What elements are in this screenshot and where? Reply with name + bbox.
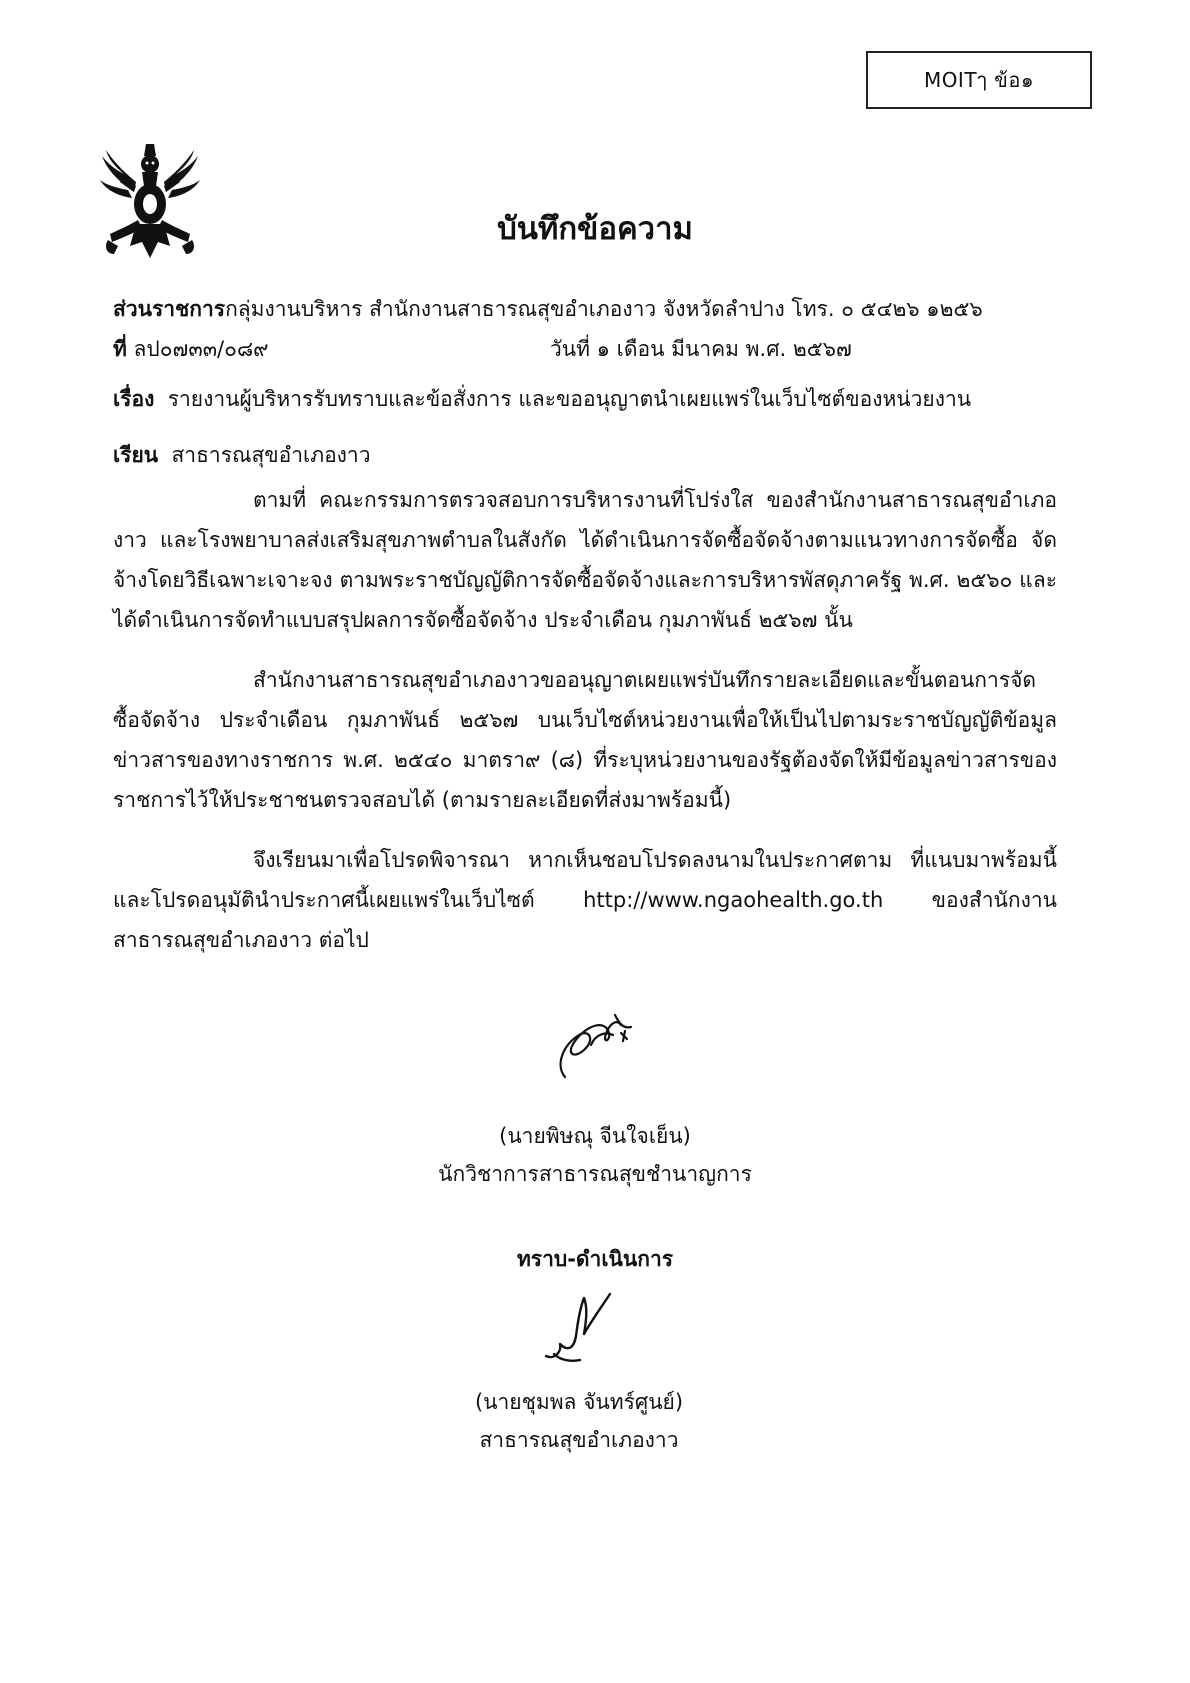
signer-2-name: (นายชุมพล จันทร์ศูนย์) [474,1390,684,1414]
paragraph-2-text: สำนักงานสาธารณสุขอำเภองาวขออนุญาตเผยแพร่บันทึกรายละเอียดและขั้นตอนการจัดซื้อจัดจ้าง ประจำเดือน กุมภาพันธ์ ๒๕๖๗ บนเว็บไซต์หน่วยงานเพื่อให้เป็นไปตามระราชบัญญัติข้อมูลข่าวสารของทางราชการ พ.ศ. ๒๕๔๐ มาตรา๙ (๘) ที่ระบุหน่วยงานของรัฐต้องจัดให้มีข้อมูลข่าวสารของราชการไว้ให้ประชาชนตรวจสอบได้ (ตามรายละเอียดที่ส่งมาพร้อมนี้) [113,668,1057,812]
document-code: MOITๅ ข้อ๑ [923,68,1035,92]
salutation-label: เรียน [113,443,159,467]
subject-line [113,383,971,416]
body-paragraph-2 [113,660,1057,820]
paragraph-1-text: ตามที่ คณะกรรมการตรวจสอบการบริหารงานที่โปร่งใส ของสำนักงานสาธารณสุขอำเภองาว และโรงพยาบาลส่งเสริมสุขภาพตำบลในสังกัด ได้ดำเนินการจัดซื้อจัดจ้างตามแนวทางการจัดซื้อ จัดจ้างโดยวิธีเฉพาะเจาะจง ตามพระราชบัญญัติการจัดซื้อจัดจ้างและการบริหารพัสดุภาครัฐ พ.ศ. ๒๕๖๐ และ ได้ดำเนินการจัดทำแบบสรุปผลการจัดซื้อจัดจ้าง ประจำเดือน กุมภาพันธ์ ๒๕๖๗ นั้น [113,488,1057,632]
reference-label: ที่ [113,337,127,361]
document-title: บันทึกข้อความ [497,211,693,247]
document-date: วันที่ ๑ เดือน มีนาคม พ.ศ. ๒๕๖๗ [550,337,852,361]
signer-1-name: (นายพิษณุ จีนใจเย็น) [499,1124,691,1148]
subject-label: เรื่อง [113,387,155,411]
signer-2-position: สาธารณสุขอำเภองาว [479,1428,679,1452]
salutation-value: สาธารณสุขอำเภองาว [171,443,371,467]
body-paragraph-3 [113,840,1057,960]
approval-note: ทราบ-ดำเนินการ [516,1247,674,1271]
signature-1 [535,1005,645,1085]
agency-value: กลุ่มงานบริหาร สำนักงานสาธารณสุขอำเภองาว จังหวัดลำปาง โทร. ๐ ๕๔๒๖ ๑๒๕๖ [225,297,983,321]
salutation-line [113,439,371,472]
reference-number: ลป๐๗๓๓/๐๘๙ [133,337,269,361]
signer-1-position: นักวิชาการสาธารณสุขชำนาญการ [438,1162,752,1186]
subject-value: รายงานผู้บริหารรับทราบและข้อสั่งการ และขออนุญาตนำเผยแพร่ในเว็บไซต์ของหน่วยงาน [167,387,972,411]
signature-2 [540,1290,630,1370]
reference-line [113,333,269,366]
paragraph-3-text: จึงเรียนมาเพื่อโปรดพิจารณา หากเห็นชอบโปรดลงนามในประกาศตาม ที่แนบมาพร้อมนี้ และโปรดอนุมัตินำประกาศนี้เผยแพร่ในเว็บไซต์ http://www.ngaohealth.go.th ของสำนักงานสาธารณสุขอำเภองาว ต่อไป [113,848,1057,952]
document-code-box [866,51,1092,109]
agency-line [113,293,983,326]
body-paragraph-1 [113,480,1057,640]
agency-label: ส่วนราชการ [113,297,226,321]
